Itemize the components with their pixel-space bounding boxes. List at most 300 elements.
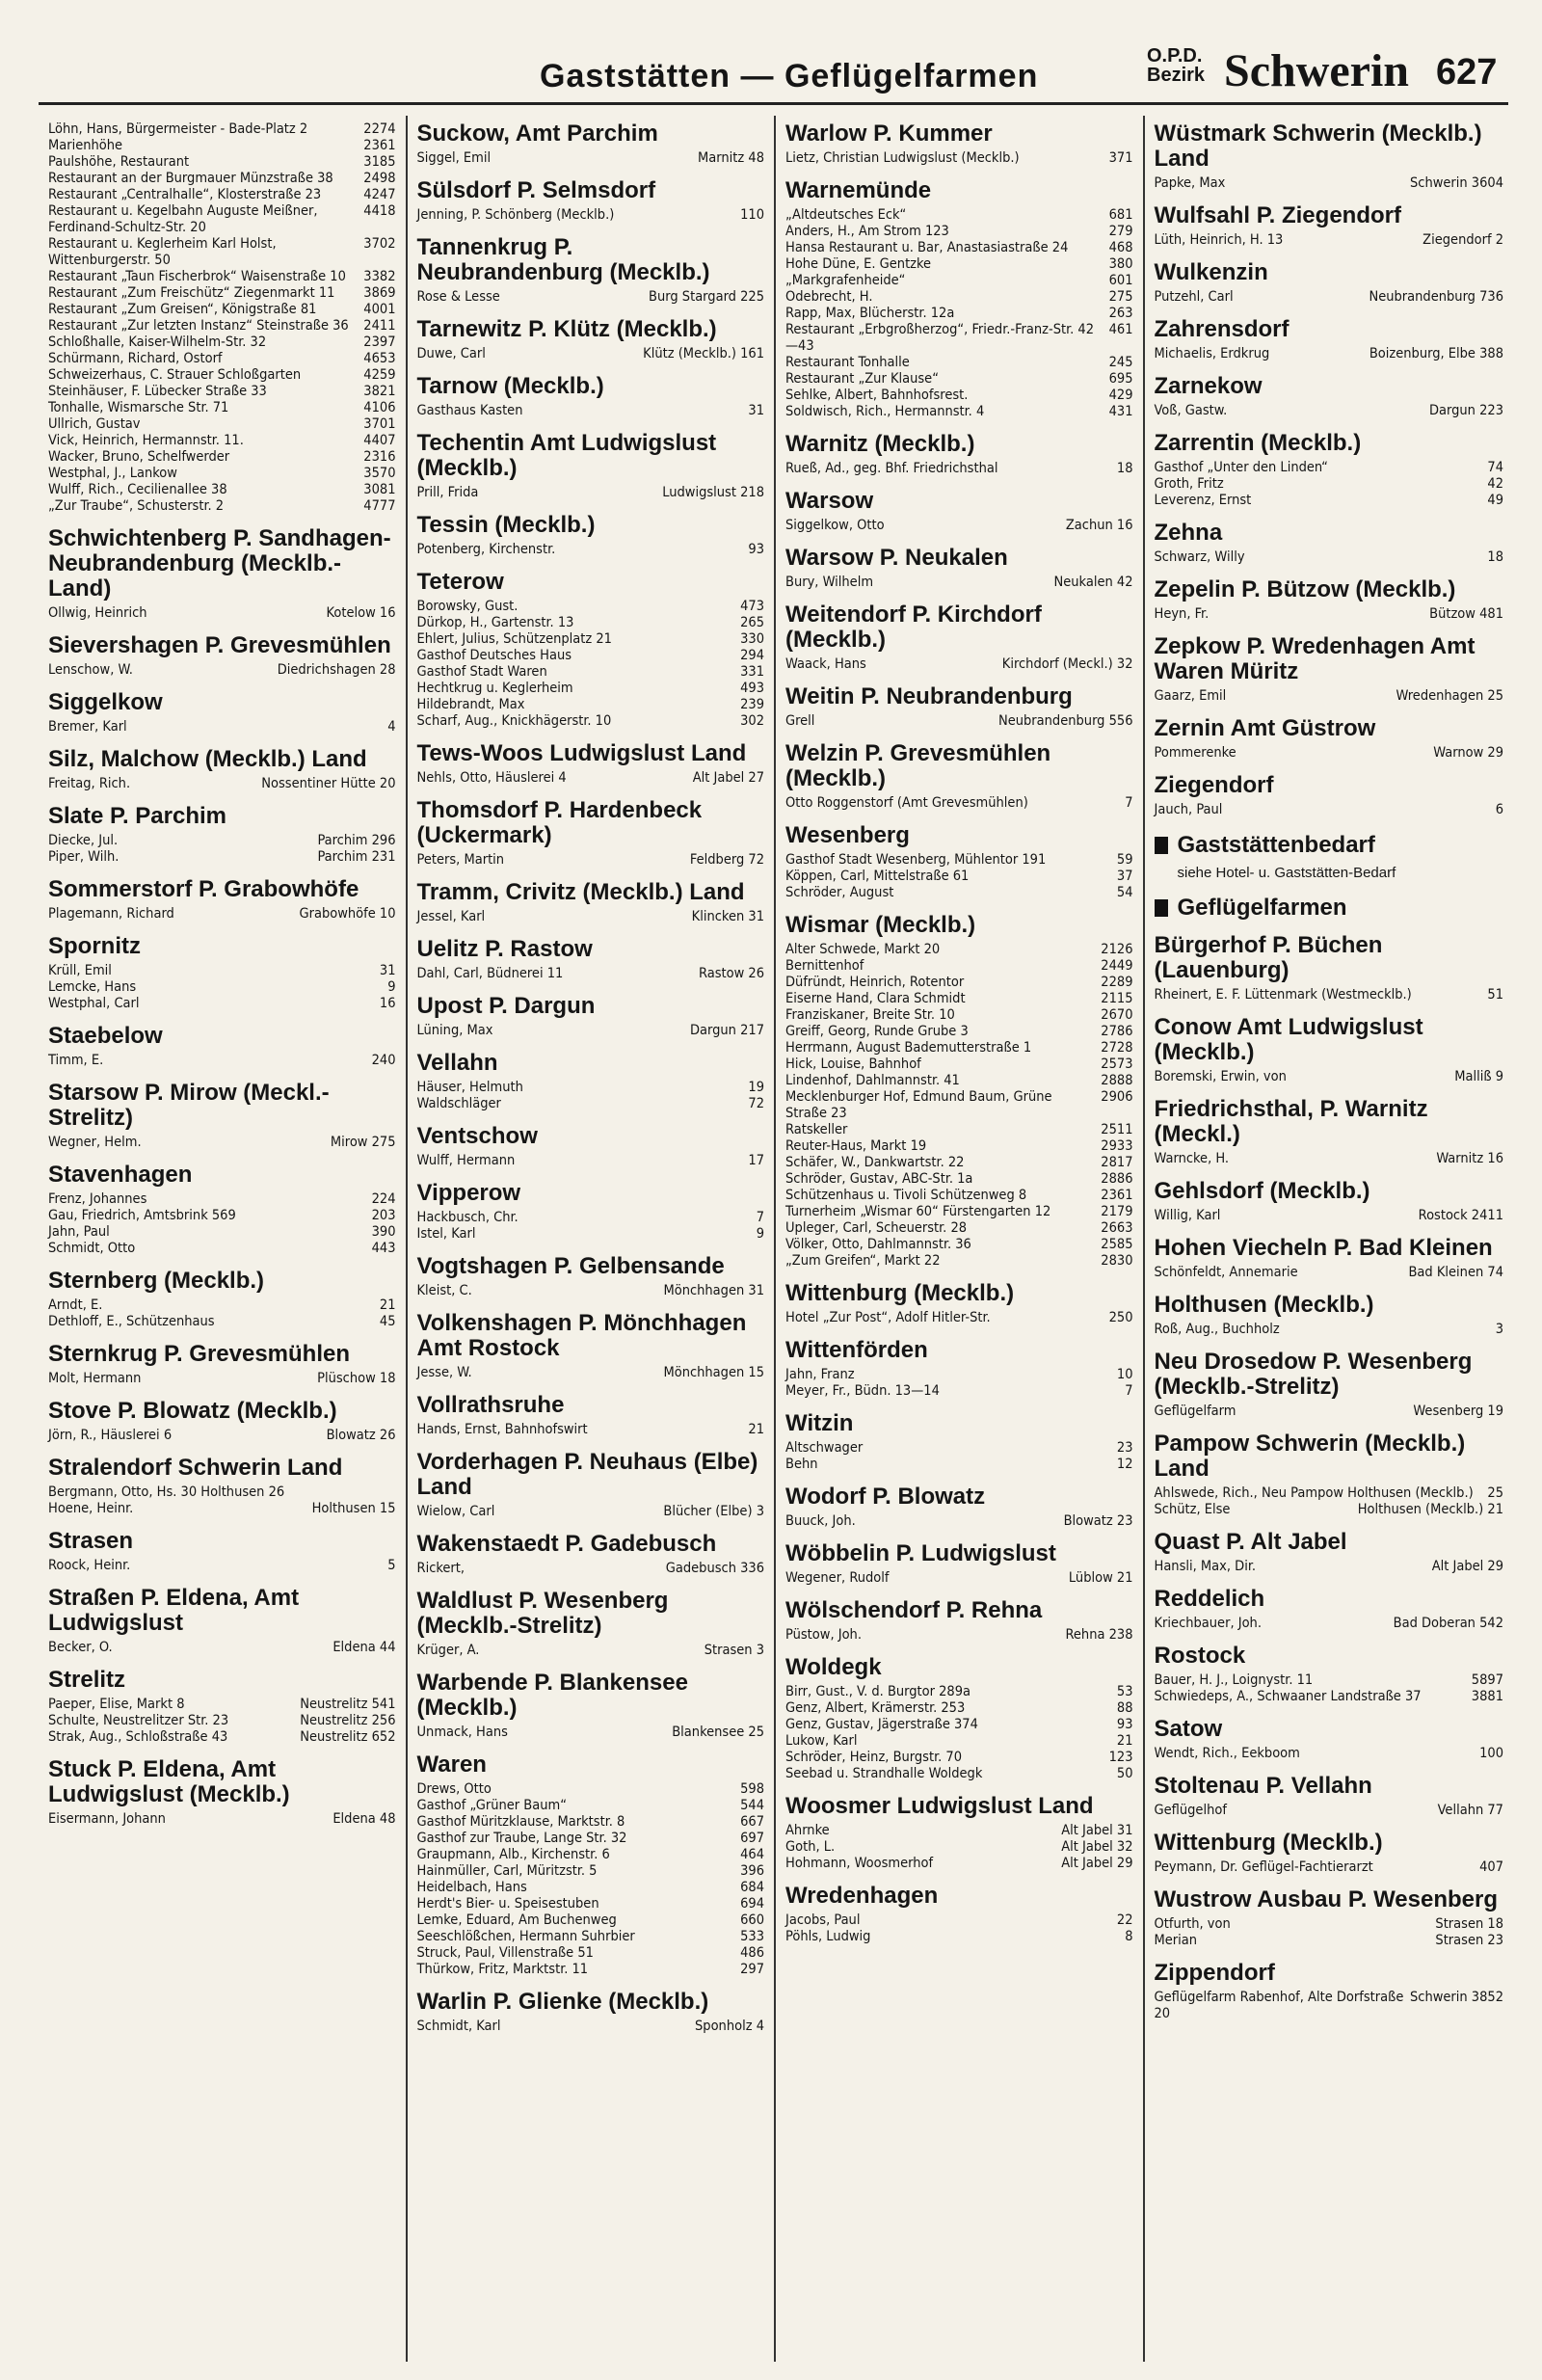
- entry-phone: 2361: [363, 138, 396, 153]
- directory-entry: [785, 869, 1133, 885]
- place-heading: Weitendorf P. Kirchdorf (Mecklb.): [785, 602, 1042, 653]
- entry-name: Paeper, Elise, Markt 8: [48, 1697, 185, 1712]
- directory-entry: [785, 656, 1133, 673]
- directory-entry: [1155, 403, 1504, 419]
- entry-phone: 2449: [1101, 958, 1133, 974]
- directory-entry: [1155, 1859, 1504, 1876]
- entry-phone: Dargun 217: [689, 1023, 764, 1038]
- place-heading: Zippendorf: [1154, 1960, 1275, 1986]
- entry-name: Westphal, J., Lankow: [48, 466, 177, 481]
- entry-name: Köppen, Carl, Mittelstraße 61: [785, 869, 970, 884]
- entry-name: Krüger, A.: [416, 1643, 480, 1658]
- entry-phone: Alt Jabel 32: [1061, 1839, 1133, 1855]
- place-heading: Staebelow: [48, 1023, 163, 1049]
- directory-entry: [785, 1823, 1133, 1839]
- entry-name: Molt, Hermann: [48, 1371, 142, 1386]
- place-heading: Vogtshagen P. Gelbensande: [416, 1253, 725, 1279]
- entry-name: Pöhls, Ludwig: [785, 1929, 871, 1944]
- entry-phone: 5897: [1471, 1672, 1503, 1688]
- directory-entry: [48, 1297, 396, 1314]
- entry-name: Jörn, R., Häuslerei 6: [48, 1428, 173, 1443]
- directory-entry: [1155, 987, 1504, 1003]
- entry-name: Bernittenhof: [785, 958, 864, 974]
- entry-phone: 2786: [1101, 1024, 1133, 1039]
- entry-name: Nehls, Otto, Häuslerei 4: [416, 770, 567, 786]
- entry-name: „Markgrafenheide“: [785, 273, 906, 288]
- entry-phone: 429: [1108, 388, 1133, 403]
- entry-phone: 4: [387, 719, 396, 735]
- entry-name: Jenning, P. Schönberg (Mecklb.): [416, 207, 615, 223]
- directory-entry: [48, 1697, 396, 1713]
- directory-entry: [417, 615, 765, 631]
- entry-name: Paulshöhe, Restaurant: [48, 154, 190, 170]
- directory-entry: [1155, 460, 1504, 476]
- entry-name: Püstow, Joh.: [785, 1627, 862, 1643]
- entry-phone: 18: [1487, 549, 1503, 565]
- entry-phone: Warnow 29: [1433, 745, 1503, 761]
- entry-phone: Strasen 23: [1435, 1933, 1503, 1948]
- directory-entry: [48, 605, 396, 622]
- place-heading: Stavenhagen: [48, 1162, 193, 1188]
- entry-phone: 37: [1116, 869, 1133, 884]
- entry-phone: 50: [1116, 1766, 1133, 1781]
- entry-phone: 3382: [363, 269, 396, 284]
- entry-name: Merian: [1154, 1933, 1198, 1948]
- entry-phone: 7: [1125, 795, 1133, 811]
- entry-name: Bremer, Karl: [48, 719, 127, 735]
- entry-phone: Burg Stargard 225: [649, 289, 764, 305]
- place-heading: Wulkenzin: [1154, 259, 1268, 285]
- directory-entry: [48, 154, 396, 171]
- directory-entry: [785, 1188, 1133, 1204]
- entry-name: Timm, E.: [48, 1053, 104, 1068]
- entry-name: Gasthof zur Traube, Lange Str. 32: [416, 1831, 627, 1846]
- entry-phone: Nossentiner Hütte 20: [261, 776, 396, 791]
- entry-phone: 2670: [1101, 1007, 1133, 1023]
- place-heading: Stove P. Blowatz (Mecklb.): [48, 1398, 337, 1424]
- directory-entry: [785, 1700, 1133, 1717]
- directory-entry: [1155, 1322, 1504, 1338]
- entry-phone: 2817: [1101, 1155, 1133, 1170]
- directory-entry: [48, 963, 396, 979]
- place-heading: Wüstmark Schwerin (Mecklb.) Land: [1154, 120, 1482, 172]
- directory-entry: [785, 1912, 1133, 1929]
- directory-entry: [48, 302, 396, 318]
- entry-name: Ahlswede, Rich., Neu Pampow Holthusen (Mecklb.): [1154, 1485, 1474, 1501]
- directory-entry: [1155, 606, 1504, 623]
- entry-name: Restaurant „Zur letzten Instanz“ Steinstraße 36: [48, 318, 349, 334]
- entry-name: Waack, Hans: [785, 656, 866, 672]
- directory-entry: [785, 713, 1133, 730]
- entry-name: Genz, Albert, Krämerstr. 253: [785, 1700, 966, 1716]
- entry-phone: Alt Jabel 29: [1431, 1559, 1503, 1574]
- entry-phone: 2585: [1101, 1237, 1133, 1252]
- entry-phone: Schwerin 3604: [1409, 175, 1503, 191]
- directory-entry: [417, 599, 765, 615]
- page-number: 627: [1436, 52, 1498, 93]
- entry-phone: 694: [740, 1896, 764, 1912]
- place-heading: Sievershagen P. Grevesmühlen: [48, 632, 391, 658]
- entry-name: Schwiedeps, A., Schwaaner Landstraße 37: [1154, 1689, 1422, 1704]
- place-heading: Warsow: [785, 488, 874, 514]
- entry-name: Boremski, Erwin, von: [1154, 1069, 1287, 1084]
- entry-name: Wulff, Rich., Cecilienallee 38: [48, 482, 227, 497]
- place-heading: Sternberg (Mecklb.): [48, 1268, 265, 1294]
- entry-phone: Blücher (Elbe) 3: [663, 1504, 764, 1519]
- place-heading: Weitin P. Neubrandenburg: [785, 683, 1073, 709]
- entry-name: Lüth, Heinrich, H. 13: [1154, 232, 1284, 248]
- entry-name: Schmidt, Karl: [416, 2019, 501, 2034]
- directory-entry: [48, 1191, 396, 1208]
- entry-name: Restaurant Tonhalle: [785, 355, 910, 370]
- section-marker-icon: [1155, 837, 1168, 854]
- entry-phone: Warnitz 16: [1436, 1151, 1503, 1166]
- entry-name: Eiserne Hand, Clara Schmidt: [785, 991, 966, 1006]
- entry-phone: Mönchhagen 15: [663, 1365, 764, 1380]
- entry-name: Ratskeller: [785, 1122, 848, 1137]
- directory-entry: [48, 996, 396, 1012]
- entry-phone: 3701: [363, 416, 396, 432]
- directory-entry: [48, 833, 396, 849]
- entry-name: Steinhäuser, F. Lübecker Straße 33: [48, 384, 267, 399]
- entry-phone: 2115: [1101, 991, 1133, 1006]
- directory-entry: [48, 138, 396, 154]
- place-heading: Stralendorf Schwerin Land: [48, 1455, 343, 1481]
- directory-entry: [48, 1729, 396, 1746]
- directory-entry: [417, 403, 765, 419]
- place-heading: Tramm, Crivitz (Mecklb.) Land: [416, 879, 745, 905]
- entry-name: Papke, Max: [1154, 175, 1226, 191]
- place-heading: Waren: [416, 1752, 487, 1778]
- entry-name: Putzehl, Carl: [1154, 289, 1234, 305]
- directory-entry: [785, 224, 1133, 240]
- entry-name: Gasthof Deutsches Haus: [416, 648, 572, 663]
- entry-name: Buuck, Joh.: [785, 1513, 856, 1529]
- entry-name: Piper, Wilh.: [48, 849, 120, 865]
- entry-name: Hohmann, Woosmerhof: [785, 1856, 934, 1871]
- directory-entry: [1155, 1616, 1504, 1632]
- opd-label: [1147, 46, 1205, 85]
- entry-name: Graupmann, Alb., Kirchenstr. 6: [416, 1847, 610, 1862]
- directory-entry: [785, 991, 1133, 1007]
- place-heading: Wittenburg (Mecklb.): [1154, 1830, 1383, 1856]
- entry-phone: 42: [1487, 476, 1503, 492]
- entry-phone: 533: [740, 1929, 764, 1944]
- entry-phone: Blowatz 23: [1063, 1513, 1133, 1529]
- directory-entry: [48, 203, 396, 236]
- entry-phone: 2728: [1101, 1040, 1133, 1056]
- directory-entry: [1155, 476, 1504, 493]
- entry-phone: 2886: [1101, 1171, 1133, 1187]
- entry-phone: 93: [748, 542, 764, 557]
- entry-phone: Blowatz 26: [326, 1428, 396, 1443]
- entry-name: Restaurant „Erbgroßherzog“, Friedr.-Franz-Str. 42—43: [785, 322, 1095, 354]
- entry-name: Schmidt, Otto: [48, 1241, 136, 1256]
- entry-name: Michaelis, Erdkrug: [1154, 346, 1270, 361]
- entry-name: Otto Roggenstorf (Amt Grevesmühlen): [785, 795, 1028, 811]
- place-heading: Schwichtenberg P. Sandhagen-Neubrandenburg (Mecklb.-Land): [48, 525, 391, 602]
- directory-entry: [1155, 549, 1504, 566]
- directory-entry: [48, 236, 396, 269]
- directory-entry: [417, 1929, 765, 1945]
- place-heading: Strelitz: [48, 1667, 126, 1693]
- entry-phone: 493: [740, 681, 764, 696]
- entry-phone: Klütz (Mecklb.) 161: [643, 346, 764, 361]
- entry-phone: 4418: [363, 203, 396, 219]
- entry-name: Schweizerhaus, C. Strauer Schloßgarten: [48, 367, 302, 383]
- entry-phone: Bützow 481: [1429, 606, 1503, 622]
- directory-entry: [417, 648, 765, 664]
- directory-entry: [1155, 1151, 1504, 1167]
- entry-name: Lüning, Max: [416, 1023, 493, 1038]
- directory-entry: [785, 150, 1133, 167]
- entry-phone: Mirow 275: [330, 1135, 396, 1150]
- directory-entry: [1155, 1265, 1504, 1281]
- entry-phone: 17: [748, 1153, 764, 1168]
- directory-entry: [48, 318, 396, 334]
- place-heading: Warnemünde: [785, 177, 932, 203]
- entry-phone: 4259: [363, 367, 396, 383]
- directory-entry: [417, 713, 765, 730]
- entry-phone: 7: [1125, 1383, 1133, 1399]
- directory-entry: [785, 1733, 1133, 1750]
- entry-phone: Neustrelitz 256: [300, 1713, 396, 1728]
- place-heading: Satow: [1154, 1716, 1223, 1742]
- entry-name: Roock, Heinr.: [48, 1558, 131, 1573]
- entry-name: Restaurant „Taun Fischerbrok“ Waisenstraße 10: [48, 269, 346, 284]
- entry-phone: 2906: [1101, 1089, 1133, 1105]
- entry-phone: 667: [740, 1814, 764, 1830]
- entry-name: Arndt, E.: [48, 1297, 103, 1313]
- place-heading: Reddelich: [1154, 1586, 1265, 1612]
- entry-name: Alter Schwede, Markt 20: [785, 942, 941, 957]
- directory-entry: [785, 1310, 1133, 1326]
- directory-entry: [48, 1135, 396, 1151]
- directory-entry: [785, 1684, 1133, 1700]
- entry-phone: 3702: [363, 236, 396, 252]
- place-heading: Gehlsdorf (Mecklb.): [1154, 1178, 1370, 1204]
- entry-phone: 2179: [1101, 1204, 1133, 1219]
- place-heading: Rostock: [1154, 1643, 1246, 1669]
- directory-entry: [785, 1220, 1133, 1237]
- entry-phone: 2126: [1101, 942, 1133, 957]
- directory-entry: [48, 1811, 396, 1828]
- column-4: [1145, 116, 1514, 2362]
- entry-name: Wendt, Rich., Eekboom: [1154, 1746, 1300, 1761]
- entry-name: Hohe Düne, E. Gentzke: [785, 256, 932, 272]
- directory-entry: [785, 1056, 1133, 1073]
- place-heading: Wodorf P. Blowatz: [785, 1484, 986, 1510]
- entry-phone: Diedrichshagen 28: [277, 662, 396, 678]
- entry-name: Dethloff, E., Schützenhaus: [48, 1314, 215, 1329]
- entry-name: Unmack, Hans: [416, 1725, 508, 1740]
- directory-entry: [785, 1089, 1133, 1122]
- directory-entry: [785, 1717, 1133, 1733]
- entry-phone: Feldberg 72: [689, 852, 764, 868]
- directory-entry: [417, 1365, 765, 1381]
- entry-name: Hainmüller, Carl, Müritzstr. 5: [416, 1863, 598, 1879]
- entry-name: Lenschow, W.: [48, 662, 133, 678]
- place-heading: Zehna: [1154, 520, 1223, 546]
- directory-entry: [417, 770, 765, 787]
- place-heading: Welzin P. Grevesmühlen (Mecklb.): [785, 740, 1051, 791]
- entry-phone: 302: [740, 713, 764, 729]
- place-heading: Tessin (Mecklb.): [416, 512, 596, 538]
- place-heading: Zarnekow: [1154, 373, 1263, 399]
- directory-entry: [785, 461, 1133, 477]
- section-heading-gaststaettenbedarf: [1155, 832, 1504, 859]
- entry-name: Borowsky, Gust.: [416, 599, 518, 614]
- directory-entry: [785, 256, 1133, 273]
- entry-phone: 239: [740, 697, 764, 712]
- entry-name: Jacobs, Paul: [785, 1912, 861, 1928]
- directory-entry: [785, 942, 1133, 958]
- cross-reference: siehe Hotel- u. Gaststätten-Bedarf: [1177, 865, 1396, 881]
- entry-name: Westphal, Carl: [48, 996, 140, 1011]
- entry-name: Geflügelhof: [1154, 1803, 1227, 1818]
- directory-entry: [417, 1210, 765, 1226]
- entry-phone: Strasen 18: [1435, 1916, 1503, 1932]
- entry-phone: Malliß 9: [1454, 1069, 1503, 1084]
- entry-phone: 3869: [363, 285, 396, 301]
- directory-entry: [785, 355, 1133, 371]
- entry-phone: 93: [1116, 1717, 1133, 1732]
- entry-name: Schröder, August: [785, 885, 894, 900]
- directory-entry: [785, 958, 1133, 975]
- directory-entry: [417, 1096, 765, 1112]
- entry-name: Sehlke, Albert, Bahnhofsrest.: [785, 388, 969, 403]
- entry-phone: Grabowhöfe 10: [299, 906, 396, 922]
- directory-entry: [785, 1627, 1133, 1644]
- place-heading: Wismar (Mecklb.): [785, 912, 976, 938]
- entry-phone: 19: [748, 1080, 764, 1095]
- entry-name: Strak, Aug., Schloßstraße 43: [48, 1729, 228, 1745]
- entry-name: Roß, Aug., Buchholz: [1154, 1322, 1280, 1337]
- directory-entry: [785, 1856, 1133, 1872]
- directory-entry: [417, 1831, 765, 1847]
- page-title: Gaststätten — Geflügelfarmen: [540, 58, 1039, 94]
- directory-entry: [48, 498, 396, 515]
- entry-phone: 3881: [1471, 1689, 1503, 1704]
- place-heading: Warlow P. Kummer: [785, 120, 993, 147]
- directory-entry: [48, 1241, 396, 1257]
- entry-phone: Holthusen 15: [311, 1501, 396, 1516]
- entry-phone: Gadebusch 336: [665, 1561, 764, 1576]
- entry-phone: 684: [740, 1880, 764, 1895]
- entry-phone: 203: [371, 1208, 396, 1223]
- entry-phone: 4247: [363, 187, 396, 202]
- entry-phone: 74: [1487, 460, 1503, 475]
- entry-name: Ahrnke: [785, 1823, 830, 1838]
- place-heading: Wittenburg (Mecklb.): [785, 1280, 1015, 1306]
- entry-name: Wacker, Bruno, Schelfwerder: [48, 449, 230, 465]
- entry-phone: Alt Jabel 31: [1061, 1823, 1133, 1838]
- place-heading: Warlin P. Glienke (Mecklb.): [416, 1989, 709, 2015]
- entry-name: Restaurant u. Keglerheim Karl Holst, Wittenburgerstr. 50: [48, 236, 277, 268]
- directory-entry: [785, 1171, 1133, 1188]
- place-heading: Teterow: [416, 569, 504, 595]
- directory-entry: [785, 306, 1133, 322]
- entry-phone: 396: [740, 1863, 764, 1879]
- entry-name: Rheinert, E. F. Lüttenmark (Westmecklb.): [1154, 987, 1412, 1003]
- entry-name: Gau, Friedrich, Amtsbrink 569: [48, 1208, 236, 1223]
- entry-name: Bergmann, Otto, Hs. 30 Holthusen 26: [48, 1484, 285, 1500]
- place-heading: Wredenhagen: [785, 1883, 939, 1909]
- entry-phone: 2361: [1101, 1188, 1133, 1203]
- entry-phone: Bad Doberan 542: [1393, 1616, 1503, 1631]
- entry-phone: Rastow 26: [698, 966, 764, 981]
- directory-entry: [1155, 1916, 1504, 1933]
- directory-entry: [1155, 1502, 1504, 1518]
- entry-name: Scharf, Aug., Knickhägerstr. 10: [416, 713, 612, 729]
- entry-name: Grell: [785, 713, 815, 729]
- entry-phone: Sponholz 4: [695, 2019, 764, 2034]
- entry-phone: 250: [1108, 1310, 1133, 1325]
- entry-name: „Altdeutsches Eck“: [785, 207, 907, 223]
- directory-entry: [785, 1122, 1133, 1138]
- directory-entry: [48, 776, 396, 792]
- entry-phone: 468: [1108, 240, 1133, 255]
- place-heading: Ziegendorf: [1154, 772, 1274, 798]
- directory-entry: [417, 1912, 765, 1929]
- directory-entry: [48, 269, 396, 285]
- entry-phone: 10: [1116, 1367, 1133, 1382]
- entry-name: Warncke, H.: [1154, 1151, 1230, 1166]
- entry-name: Siggelkow, Otto: [785, 518, 885, 533]
- directory-entry: [785, 1513, 1133, 1530]
- place-heading: Vipperow: [416, 1180, 521, 1206]
- entry-phone: 245: [1108, 355, 1133, 370]
- entry-phone: 224: [371, 1191, 396, 1207]
- entry-phone: 390: [371, 1224, 396, 1240]
- place-heading: Wulfsahl P. Ziegendorf: [1154, 202, 1401, 228]
- entry-name: Hotel „Zur Post“, Adolf Hitler-Str.: [785, 1310, 991, 1325]
- place-heading: Warbende P. Blankensee (Mecklb.): [416, 1670, 688, 1721]
- directory-entry: [785, 1007, 1133, 1024]
- directory-entry: [1155, 1689, 1504, 1705]
- entry-phone: Neustrelitz 652: [300, 1729, 396, 1745]
- place-heading: Wakenstaedt P. Gadebusch: [416, 1531, 717, 1557]
- entry-phone: 16: [379, 996, 396, 1011]
- directory-entry: [417, 1422, 765, 1438]
- entry-name: Restaurant „Zum Freischütz“ Ziegenmarkt 11: [48, 285, 335, 301]
- entry-phone: Kirchdorf (Meckl.) 32: [1001, 656, 1133, 672]
- entry-name: Meyer, Fr., Büdn. 13—14: [785, 1383, 940, 1399]
- entry-phone: Vellahn 77: [1437, 1803, 1503, 1818]
- entry-phone: 461: [1108, 322, 1133, 337]
- directory-entry: [417, 1561, 765, 1577]
- directory-entry: [417, 1781, 765, 1798]
- entry-phone: 486: [740, 1945, 764, 1961]
- place-heading: Tarnewitz P. Klütz (Mecklb.): [416, 316, 717, 342]
- directory-entry: [48, 400, 396, 416]
- directory-entry: [417, 697, 765, 713]
- directory-entry: [417, 1153, 765, 1169]
- entry-phone: Alt Jabel 27: [692, 770, 764, 786]
- entry-name: Hands, Ernst, Bahnhofswirt: [416, 1422, 588, 1437]
- place-heading: Sülsdorf P. Selmsdorf: [416, 177, 656, 203]
- place-heading: Tarnow (Mecklb.): [416, 373, 604, 399]
- entry-phone: 100: [1479, 1746, 1503, 1761]
- directory-entry: [48, 121, 396, 138]
- entry-phone: 9: [756, 1226, 764, 1242]
- directory-entry: [48, 449, 396, 466]
- entry-name: Hoene, Heinr.: [48, 1501, 134, 1516]
- place-heading: Bürgerhof P. Büchen (Lauenburg): [1154, 932, 1383, 983]
- entry-name: Geflügelfarm Rabenhof, Alte Dorfstraße 20: [1154, 1990, 1404, 2021]
- entry-phone: 601: [1108, 273, 1133, 288]
- place-heading: Stoltenau P. Vellahn: [1154, 1773, 1372, 1799]
